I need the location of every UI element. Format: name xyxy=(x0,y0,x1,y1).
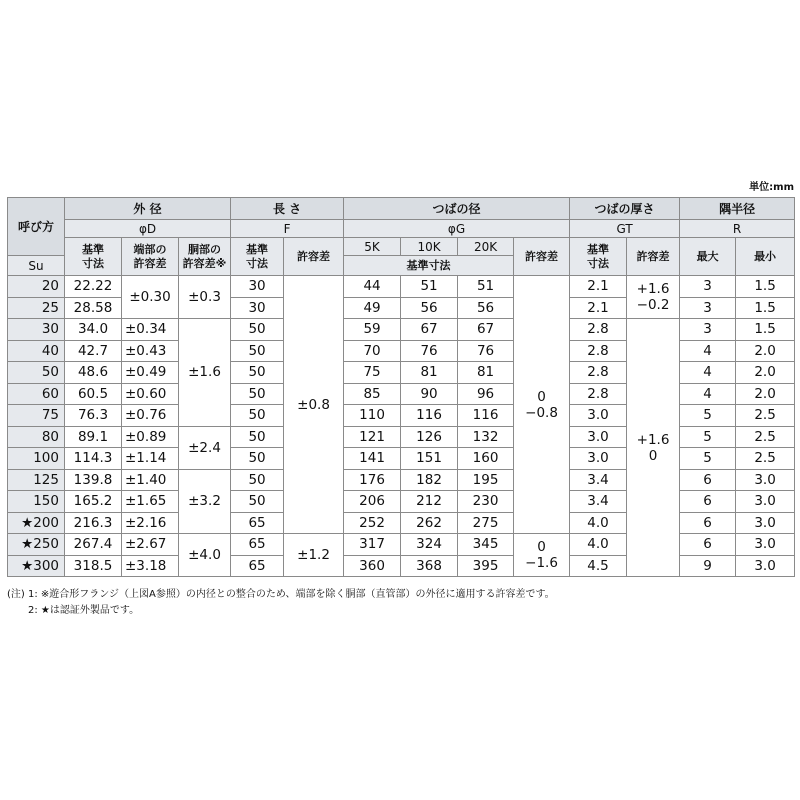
gt-tol-merged xyxy=(627,319,680,577)
g10-cell: 212 xyxy=(401,491,458,513)
g-10k-header: 10K xyxy=(401,238,458,256)
g5-cell: 176 xyxy=(344,469,401,491)
footnote-1: (注) 1: ※遊合形フランジ（上図A参照）の内径との整合のため、端部を除く胴部（直管部）の外径に適用する許容差です。 xyxy=(7,589,555,600)
f-cell: 50 xyxy=(231,426,284,448)
gt-cell: 2.8 xyxy=(570,319,627,341)
f-cell: 50 xyxy=(231,383,284,405)
gt-cell: 4.0 xyxy=(570,534,627,556)
gt-cell: 2.1 xyxy=(570,276,627,298)
od-cell: 216.3 xyxy=(65,512,122,534)
f-cell: 30 xyxy=(231,297,284,319)
rmin-cell: 2.5 xyxy=(736,426,795,448)
f-tol-merged: ±0.8 xyxy=(284,276,344,534)
od-cell: 318.5 xyxy=(65,555,122,577)
size-cell: 30 xyxy=(8,319,65,341)
rmin-cell: 1.5 xyxy=(736,319,795,341)
f-cell: 50 xyxy=(231,319,284,341)
g5-cell: 141 xyxy=(344,448,401,470)
f-cell: 50 xyxy=(231,340,284,362)
g10-cell: 81 xyxy=(401,362,458,384)
f-cell: 65 xyxy=(231,534,284,556)
g10-cell: 182 xyxy=(401,469,458,491)
f-cell: 50 xyxy=(231,469,284,491)
f-cell: 65 xyxy=(231,512,284,534)
end-tol-cell: ±1.65 xyxy=(122,491,179,513)
size-cell: 25 xyxy=(8,297,65,319)
g20-cell: 132 xyxy=(458,426,514,448)
g10-cell: 262 xyxy=(401,512,458,534)
g20-cell: 96 xyxy=(458,383,514,405)
f-cell: 50 xyxy=(231,405,284,427)
size-cell: 60 xyxy=(8,383,65,405)
g5-cell: 75 xyxy=(344,362,401,384)
f-cell: 50 xyxy=(231,448,284,470)
g-base-header: 基準寸法 xyxy=(344,256,514,276)
g20-cell: 160 xyxy=(458,448,514,470)
end-tol-cell: ±0.49 xyxy=(122,362,179,384)
od-end-tol-l1: 端部の xyxy=(133,242,167,256)
unit-label: 単位:mm xyxy=(749,182,794,193)
g5-cell: 121 xyxy=(344,426,401,448)
size-cell: 20 xyxy=(8,276,65,298)
od-body-tol-l2: 許容差※ xyxy=(182,256,227,270)
table-row xyxy=(8,276,795,298)
g10-cell: 56 xyxy=(401,297,458,319)
end-tol-cell: ±0.43 xyxy=(122,340,179,362)
rmax-cell: 4 xyxy=(680,340,736,362)
rmax-cell: 5 xyxy=(680,426,736,448)
g20-cell: 230 xyxy=(458,491,514,513)
end-tol-cell: ±3.18 xyxy=(122,555,179,577)
g10-cell: 151 xyxy=(401,448,458,470)
od-body-tol-header xyxy=(179,238,231,276)
flange-dia-symbol: φG xyxy=(344,220,570,238)
gt-tol-upper: +1.6 xyxy=(636,281,670,297)
rmax-cell: 6 xyxy=(680,534,736,556)
rmax-cell: 3 xyxy=(680,297,736,319)
size-cell: 50 xyxy=(8,362,65,384)
g5-cell: 59 xyxy=(344,319,401,341)
od-cell: 139.8 xyxy=(65,469,122,491)
gt-cell: 2.8 xyxy=(570,362,627,384)
g-5k-header: 5K xyxy=(344,238,401,256)
od-cell: 28.58 xyxy=(65,297,122,319)
rmin-cell: 2.5 xyxy=(736,448,795,470)
size-cell: 80 xyxy=(8,426,65,448)
length-base-l1: 基準 xyxy=(246,242,269,256)
od-base-l1: 基準 xyxy=(82,242,104,256)
g5-cell: 110 xyxy=(344,405,401,427)
rmin-cell: 3.0 xyxy=(736,555,795,577)
rmin-cell: 1.5 xyxy=(736,276,795,298)
gt-base-l2: 寸法 xyxy=(587,256,610,270)
rmax-cell: 6 xyxy=(680,469,736,491)
corner-symbol: R xyxy=(680,220,795,238)
f-cell: 65 xyxy=(231,555,284,577)
size-cell: ★250 xyxy=(8,534,65,556)
g10-cell: 116 xyxy=(401,405,458,427)
rmin-cell: 3.0 xyxy=(736,491,795,513)
od-group-header: 外 径 xyxy=(65,198,231,220)
g20-cell: 275 xyxy=(458,512,514,534)
end-tol-cell: ±1.14 xyxy=(122,448,179,470)
length-tol-header: 許容差 xyxy=(284,238,344,276)
g10-cell: 51 xyxy=(401,276,458,298)
g-tol-upper: 0 xyxy=(537,539,546,555)
g-tol-merged xyxy=(514,534,570,577)
gt-cell: 2.1 xyxy=(570,297,627,319)
g5-cell: 70 xyxy=(344,340,401,362)
rmax-cell: 9 xyxy=(680,555,736,577)
od-cell: 114.3 xyxy=(65,448,122,470)
r-min-header: 最小 xyxy=(736,238,795,276)
rmin-cell: 2.5 xyxy=(736,405,795,427)
od-base-header xyxy=(65,238,122,276)
gt-tol-merged xyxy=(627,276,680,319)
end-tol-merged: ±0.30 xyxy=(122,276,179,319)
flange-thk-symbol: GT xyxy=(570,220,680,238)
size-cell: 75 xyxy=(8,405,65,427)
r-max-header: 最大 xyxy=(680,238,736,276)
length-group-header: 長 さ xyxy=(231,198,344,220)
od-cell: 22.22 xyxy=(65,276,122,298)
rmax-cell: 5 xyxy=(680,448,736,470)
g20-cell: 195 xyxy=(458,469,514,491)
rmin-cell: 2.0 xyxy=(736,383,795,405)
rmin-cell: 3.0 xyxy=(736,469,795,491)
corner-group-header: 隅半径 xyxy=(680,198,795,220)
g10-cell: 67 xyxy=(401,319,458,341)
od-cell: 60.5 xyxy=(65,383,122,405)
gt-cell: 4.0 xyxy=(570,512,627,534)
rmin-cell: 2.0 xyxy=(736,362,795,384)
g20-cell: 51 xyxy=(458,276,514,298)
od-cell: 76.3 xyxy=(65,405,122,427)
od-cell: 267.4 xyxy=(65,534,122,556)
length-base-header xyxy=(231,238,284,276)
end-tol-cell: ±0.76 xyxy=(122,405,179,427)
g-tol-lower: −0.8 xyxy=(525,404,558,421)
od-cell: 165.2 xyxy=(65,491,122,513)
end-tol-cell: ±0.89 xyxy=(122,426,179,448)
gt-tol-lower: −0.2 xyxy=(636,297,670,313)
rmax-cell: 4 xyxy=(680,383,736,405)
od-cell: 42.7 xyxy=(65,340,122,362)
gt-cell: 2.8 xyxy=(570,383,627,405)
end-tol-cell: ±0.60 xyxy=(122,383,179,405)
g5-cell: 317 xyxy=(344,534,401,556)
gt-cell: 4.5 xyxy=(570,555,627,577)
od-body-tol-l1: 胴部の xyxy=(188,242,222,256)
g5-cell: 44 xyxy=(344,276,401,298)
rmax-cell: 6 xyxy=(680,491,736,513)
length-symbol: F xyxy=(231,220,344,238)
g10-cell: 76 xyxy=(401,340,458,362)
g5-cell: 206 xyxy=(344,491,401,513)
gt-base-l1: 基準 xyxy=(587,242,610,256)
body-tol-merged: ±1.6 xyxy=(179,319,231,427)
size-cell: 150 xyxy=(8,491,65,513)
size-cell: ★200 xyxy=(8,512,65,534)
body-tol-merged: ±0.3 xyxy=(179,276,231,319)
size-cell: 125 xyxy=(8,469,65,491)
g10-cell: 324 xyxy=(401,534,458,556)
od-cell: 34.0 xyxy=(65,319,122,341)
flange-dia-group-header: つばの径 xyxy=(344,198,570,220)
od-cell: 89.1 xyxy=(65,426,122,448)
body-tol-merged: ±3.2 xyxy=(179,469,231,534)
g10-cell: 126 xyxy=(401,426,458,448)
size-cell: 100 xyxy=(8,448,65,470)
gt-cell: 2.8 xyxy=(570,340,627,362)
su-header: Su xyxy=(8,256,65,276)
f-cell: 50 xyxy=(231,362,284,384)
rmin-cell: 2.0 xyxy=(736,340,795,362)
g20-cell: 81 xyxy=(458,362,514,384)
g20-cell: 56 xyxy=(458,297,514,319)
rmin-cell: 3.0 xyxy=(736,534,795,556)
f-cell: 30 xyxy=(231,276,284,298)
table-row xyxy=(8,319,795,341)
length-base-l2: 寸法 xyxy=(246,256,269,270)
g5-cell: 360 xyxy=(344,555,401,577)
od-symbol: φD xyxy=(65,220,231,238)
f-tol-merged: ±1.2 xyxy=(284,534,344,577)
g-tol-upper: 0 xyxy=(537,388,546,405)
g20-cell: 67 xyxy=(458,319,514,341)
gt-cell: 3.0 xyxy=(570,426,627,448)
gt-base-header xyxy=(570,238,627,276)
od-end-tol-l2: 許容差 xyxy=(133,256,167,270)
rmax-cell: 5 xyxy=(680,405,736,427)
body-tol-merged: ±4.0 xyxy=(179,534,231,577)
rmax-cell: 4 xyxy=(680,362,736,384)
end-tol-cell: ±2.67 xyxy=(122,534,179,556)
g20-cell: 395 xyxy=(458,555,514,577)
od-end-tol-header xyxy=(122,238,179,276)
g-tol-merged xyxy=(514,276,570,534)
g20-cell: 345 xyxy=(458,534,514,556)
g5-cell: 252 xyxy=(344,512,401,534)
gt-tol-upper: +1.6 xyxy=(636,431,670,448)
od-cell: 48.6 xyxy=(65,362,122,384)
end-tol-cell: ±1.40 xyxy=(122,469,179,491)
gt-cell: 3.4 xyxy=(570,469,627,491)
gt-cell: 3.4 xyxy=(570,491,627,513)
end-tol-cell: ±0.34 xyxy=(122,319,179,341)
g20-cell: 76 xyxy=(458,340,514,362)
g10-cell: 368 xyxy=(401,555,458,577)
g5-cell: 85 xyxy=(344,383,401,405)
g10-cell: 90 xyxy=(401,383,458,405)
rmin-cell: 1.5 xyxy=(736,297,795,319)
f-cell: 50 xyxy=(231,491,284,513)
size-cell: 40 xyxy=(8,340,65,362)
rmax-cell: 3 xyxy=(680,319,736,341)
flange-thk-group-header: つばの厚さ xyxy=(570,198,680,220)
body-tol-merged: ±2.4 xyxy=(179,426,231,469)
gt-tol-lower: 0 xyxy=(648,447,658,464)
rmax-cell: 3 xyxy=(680,276,736,298)
g20-cell: 116 xyxy=(458,405,514,427)
gt-tol-header: 許容差 xyxy=(627,238,680,276)
rmin-cell: 3.0 xyxy=(736,512,795,534)
g-20k-header: 20K xyxy=(458,238,514,256)
spec-table xyxy=(7,197,795,577)
nominal-header: 呼び方 xyxy=(8,198,65,256)
g-tol-lower: −1.6 xyxy=(525,555,558,571)
end-tol-cell: ±2.16 xyxy=(122,512,179,534)
gt-cell: 3.0 xyxy=(570,405,627,427)
g5-cell: 49 xyxy=(344,297,401,319)
size-cell: ★300 xyxy=(8,555,65,577)
od-base-l2: 寸法 xyxy=(82,256,104,270)
g-tol-header: 許容差 xyxy=(514,238,570,276)
gt-cell: 3.0 xyxy=(570,448,627,470)
rmax-cell: 6 xyxy=(680,512,736,534)
footnote-2: 2: ★は認証外製品です。 xyxy=(28,605,140,616)
